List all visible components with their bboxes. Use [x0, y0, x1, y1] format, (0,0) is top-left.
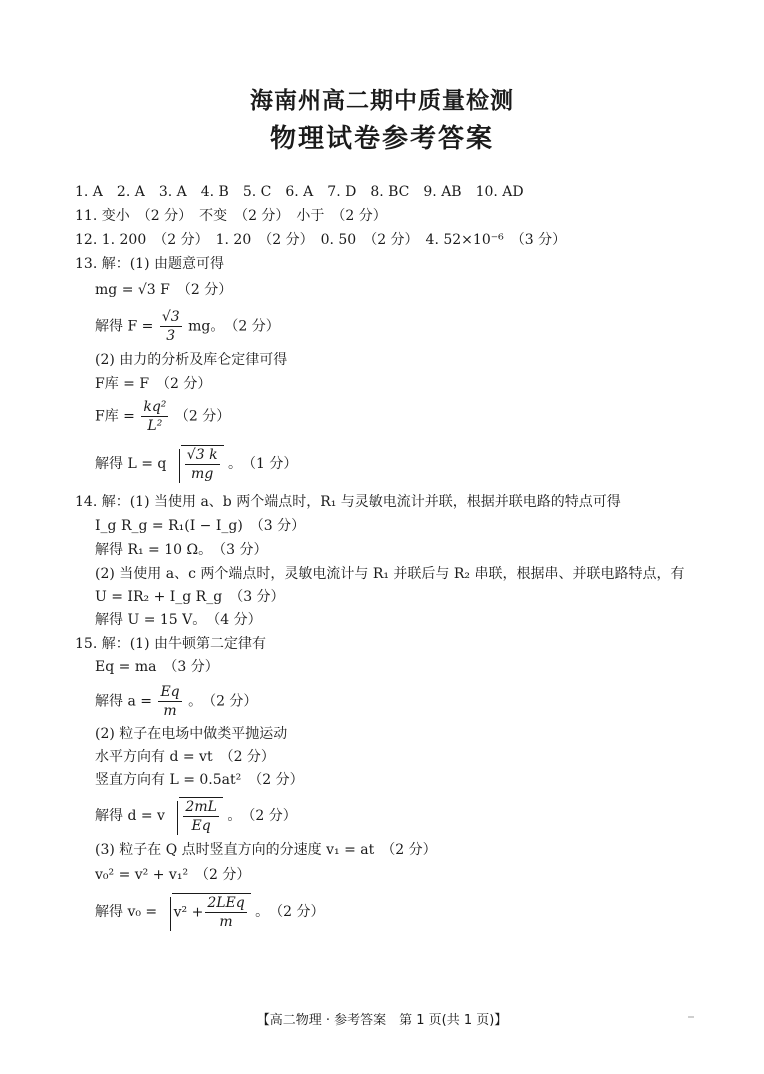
square-root	[162, 893, 251, 931]
square-root	[171, 445, 224, 483]
fraction	[205, 894, 246, 931]
q14-eq1: I_g R_g = R₁(I − I_g) （3 分）	[95, 518, 306, 534]
q15-heading: 15. 解：(1) 由牛顿第二定律有	[75, 636, 266, 652]
fraction	[160, 308, 182, 345]
square-root	[169, 797, 222, 835]
q15-eq3: 水平方向有 d = vt （2 分）	[95, 749, 275, 765]
q13-eq4-prefix: F库 =	[95, 408, 135, 425]
q15-eq7-suffix: 。 （2 分）	[255, 904, 325, 920]
q13-heading: 13. 解：(1) 由题意可得	[75, 256, 224, 272]
denominator: m	[163, 703, 177, 719]
q13-eq1: mg = √3 F （2 分）	[95, 282, 233, 298]
q14-eq4: 解得 U = 15 V。 （4 分）	[95, 612, 262, 628]
q13-eq4	[95, 398, 230, 435]
q15-eq2-suffix: 。 （2 分）	[188, 693, 258, 710]
q15-eq7-prefix: 解得 v₀ =	[95, 904, 158, 920]
q15-part2: (2) 粒子在电场中做类平抛运动	[95, 726, 288, 742]
q13-part2: (2) 由力的分析及库仑定律可得	[95, 352, 288, 368]
q13-eq2-prefix: 解得 F =	[95, 318, 154, 335]
scan-mark	[688, 1016, 694, 1018]
q13-eq4-suffix: （2 分）	[174, 408, 231, 425]
q15-eq5	[95, 797, 297, 835]
q15-eq7-radicand: v² +	[173, 904, 204, 921]
q15-part3: (3) 粒子在 Q 点时竖直方向的分速度 v₁ = at （2 分）	[95, 842, 437, 858]
q14-heading: 14. 解：(1) 当使用 a、b 两个端点时，R₁ 与灵敏电流计并联，根据并联电路的特点可得	[75, 494, 621, 510]
numerator: 2mL	[185, 799, 217, 815]
q13-eq5-suffix: 。 （1 分）	[228, 456, 298, 472]
answers-1-10: 1. A 2. A 3. A 4. B 5. C 6. A 7. D 8. BC 9. AB 10. AD	[75, 184, 524, 200]
numerator: √3	[161, 309, 180, 325]
fraction	[141, 398, 168, 435]
denominator: m	[219, 914, 233, 930]
fraction	[185, 446, 220, 483]
denominator: L²	[147, 418, 163, 434]
page-footer: 【高二物理 · 参考答案 第 1 页(共 1 页)】	[256, 1013, 508, 1028]
numerator: √3 k	[186, 447, 218, 463]
q15-eq7	[95, 893, 325, 931]
q15-eq4: 竖直方向有 L = 0.5at² （2 分）	[95, 772, 304, 788]
q13-eq5	[95, 445, 297, 483]
q15-eq5-prefix: 解得 d = v	[95, 808, 165, 824]
q15-eq5-suffix: 。 （2 分）	[227, 808, 297, 824]
page-subtitle: 物理试卷参考答案	[269, 124, 494, 154]
fraction	[158, 683, 181, 720]
q15-eq2	[95, 683, 257, 720]
q14-eq2: 解得 R₁ = 10 Ω。 （3 分）	[95, 542, 268, 558]
q15-eq6: v₀² = v² + v₁² （2 分）	[95, 867, 251, 883]
page-title: 海南州高二期中质量检测	[250, 88, 514, 114]
answer-11: 11. 变小 （2 分） 不变 （2 分） 小于 （2 分）	[75, 208, 387, 224]
q14-part2: (2) 当使用 a、c 两个端点时，灵敏电流计与 R₁ 并联后与 R₂ 串联，根据串、并联电路特点，有	[95, 566, 685, 582]
q13-eq3: F库 = F （2 分）	[95, 376, 212, 392]
denominator: Eq	[191, 818, 211, 834]
q15-eq2-prefix: 解得 a =	[95, 693, 152, 710]
denominator: 3	[166, 328, 176, 344]
q13-eq5-prefix: 解得 L = q	[95, 456, 167, 472]
denominator: mg	[191, 466, 214, 482]
numerator: Eq	[160, 684, 180, 700]
answer-12: 12. 1. 200 （2 分） 1. 20 （2 分） 0. 50 （2 分） 4. 52×10⁻⁶ （3 分）	[75, 232, 567, 248]
numerator: 2LEq	[207, 895, 245, 911]
q14-eq3: U = IR₂ + I_g R_g （3 分）	[95, 589, 285, 605]
q13-eq2	[95, 308, 280, 345]
q15-eq1: Eq = ma （3 分）	[95, 659, 219, 675]
fraction	[183, 798, 218, 835]
numerator: kq²	[143, 399, 167, 415]
q13-eq2-suffix: mg。 （2 分）	[188, 318, 280, 335]
